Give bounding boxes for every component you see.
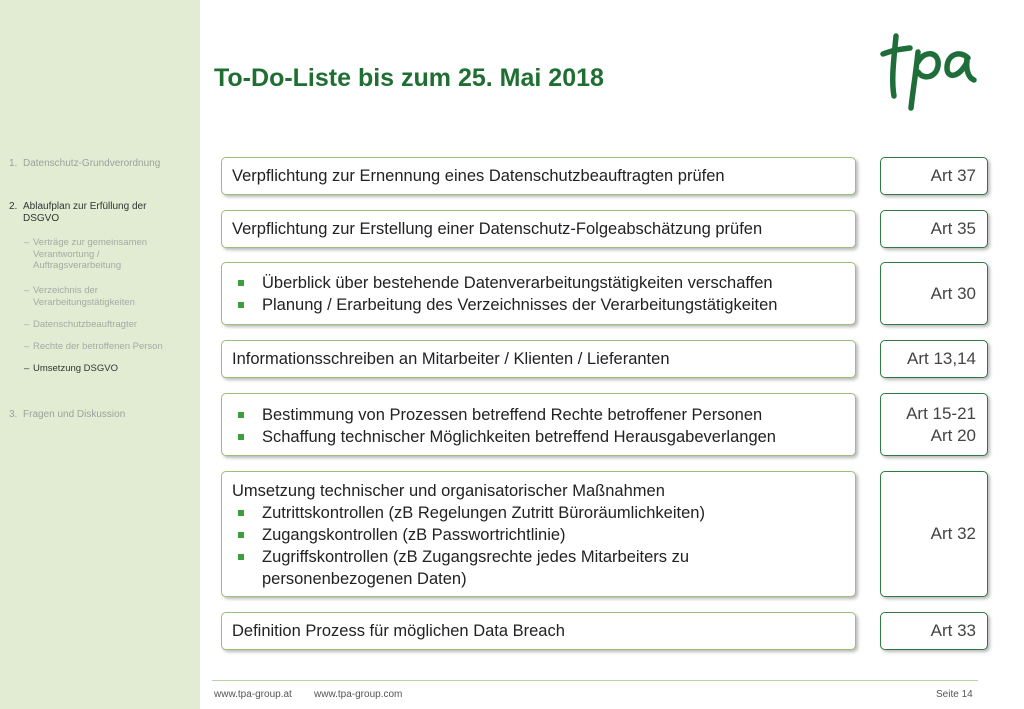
list-item: Überblick über bestehende Datenverarbeitungstätigkeiten verschaffen [232, 272, 845, 294]
task-box-data-breach: Definition Prozess für möglichen Data Breach [221, 612, 856, 650]
list-item: Zugangskontrollen (zB Passwortrichtlinie) [232, 524, 845, 546]
art-box-15-21-20: Art 15-21 Art 20 [880, 393, 988, 456]
nav-subitem-rechte[interactable]: – Rechte der betroffenen Person [24, 341, 163, 352]
nav-item-fragen[interactable]: 3. Fragen und Diskussion [9, 409, 126, 420]
art-box-30: Art 30 [880, 262, 988, 325]
task-box-folgeabschaetzung: Verpflichtung zur Erstellung einer Datenschutz-Folgeabschätzung prüfen [221, 210, 856, 248]
footer-link-com[interactable]: www.tpa-group.com [314, 689, 403, 700]
list-item: Zugriffskontrollen (zB Zugangsrechte jedes Mitarbeiters zu [232, 546, 845, 568]
art-box-32: Art 32 [880, 471, 988, 597]
nav-subitem-vertraege[interactable]: – Verträge zur gemeinsamen Verantwortung / Auftragsverarbeitung [24, 237, 148, 271]
task-box-verzeichnis [221, 262, 856, 325]
nav-subitem-datenschutzbeauftragter[interactable]: – Datenschutzbeauftragter [24, 319, 138, 330]
list-item: Schaffung technischer Möglichkeiten betreffend Herausgabeverlangen [232, 426, 845, 448]
art-box-37: Art 37 [880, 157, 988, 195]
nav-item-datenschutz-grundverordnung[interactable]: 1. Datenschutz-Grundverordnung [9, 158, 161, 169]
nav-subitem-verzeichnis[interactable]: – Verzeichnis der Verarbeitungstätigkeiten [24, 285, 135, 308]
list-item: Planung / Erarbeitung des Verzeichnisses der Verarbeitungstätigkeiten [232, 294, 845, 316]
sidebar-nav [0, 0, 200, 709]
list-item: Zutrittskontrollen (zB Regelungen Zutritt Büroräumlichkeiten) [232, 502, 845, 524]
footer-link-at[interactable]: www.tpa-group.at [214, 689, 292, 700]
nav-item-ablaufplan[interactable]: 2. Ablaufplan zur Erfüllung der DSGVO [9, 201, 147, 224]
task-box-datenschutzbeauftragter: Verpflichtung zur Ernennung eines Datenschutzbeauftragten prüfen [221, 157, 856, 195]
footer-divider [212, 680, 978, 681]
task-box-betroffenenrechte [221, 393, 856, 456]
tpa-logo [878, 28, 978, 112]
page-title: To-Do-Liste bis zum 25. Mai 2018 [214, 64, 604, 92]
list-item-continuation: personenbezogenen Daten) [262, 570, 467, 588]
list-item: Bestimmung von Prozessen betreffend Rechte betroffener Personen [232, 404, 845, 426]
art-box-35: Art 35 [880, 210, 988, 248]
nav-subitem-umsetzung[interactable]: – Umsetzung DSGVO [24, 363, 118, 374]
page-number: Seite 14 [936, 689, 973, 700]
task-box-massnahmen [221, 471, 856, 597]
task-heading: Umsetzung technischer und organisatorischer Maßnahmen [232, 482, 665, 500]
art-box-13-14: Art 13,14 [880, 340, 988, 378]
task-box-informationsschreiben: Informationsschreiben an Mitarbeiter / Klienten / Lieferanten [221, 340, 856, 378]
art-box-33: Art 33 [880, 612, 988, 650]
